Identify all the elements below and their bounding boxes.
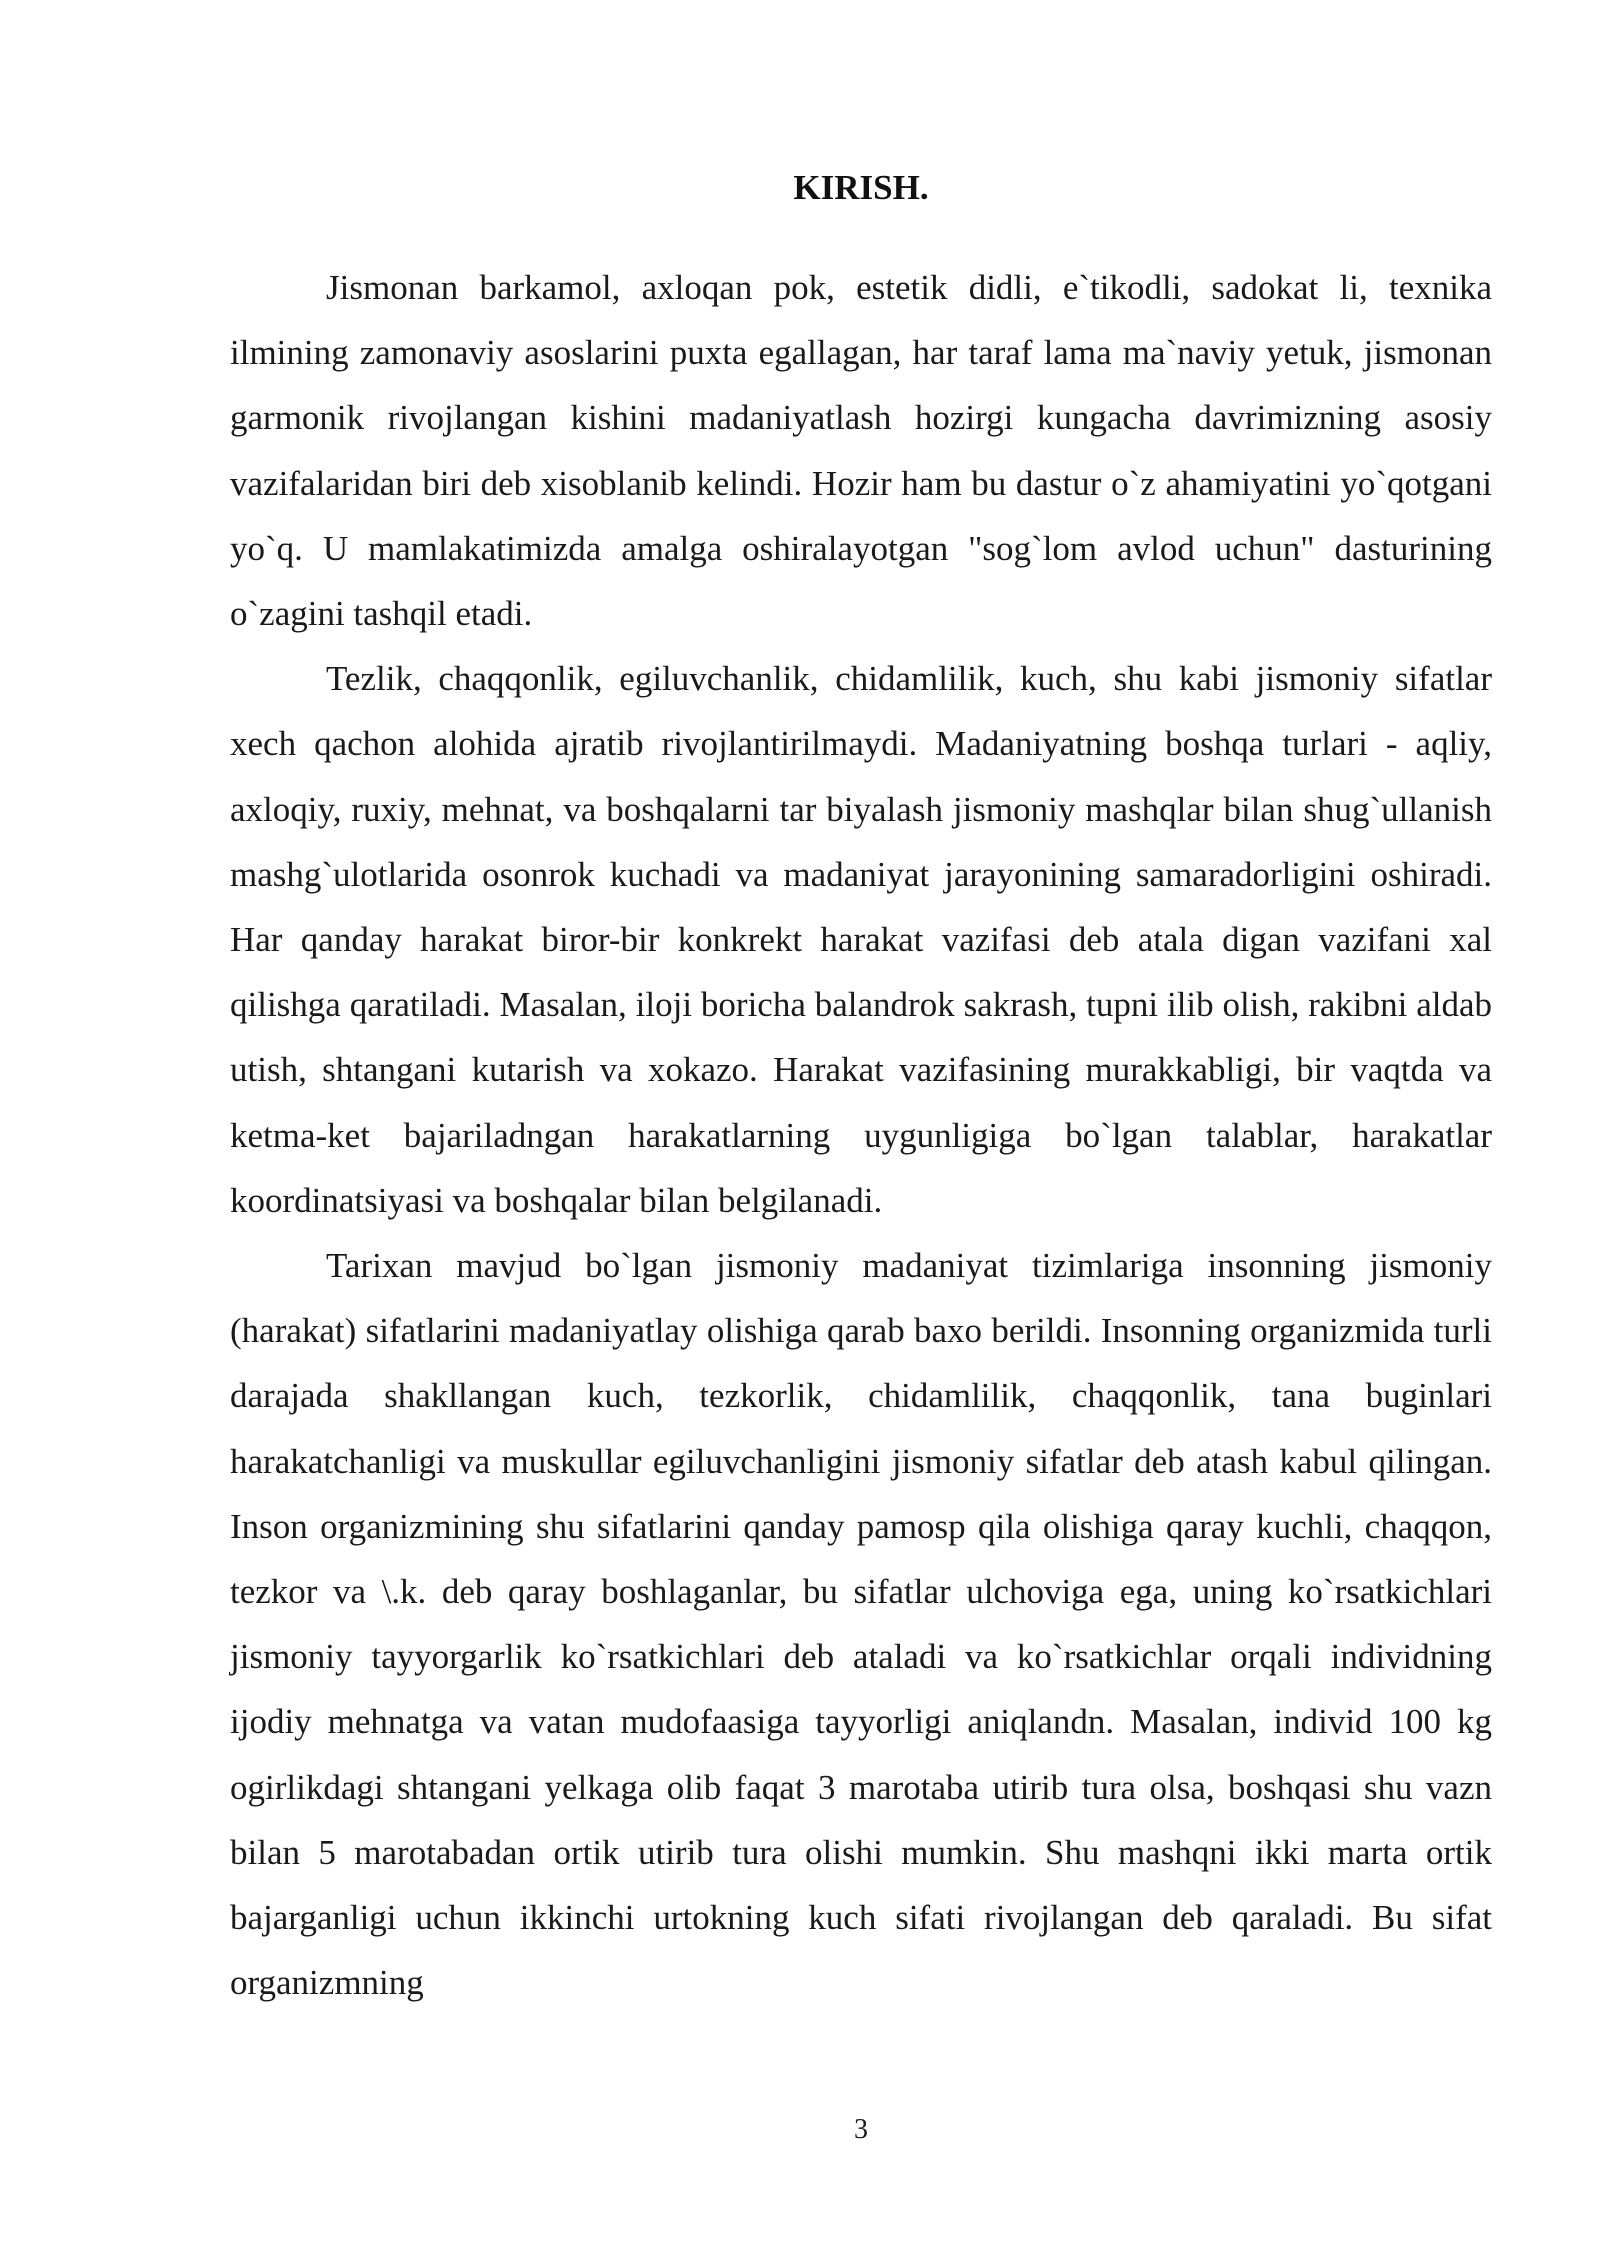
- paragraph-1: Jismonan barkamol, axloqan pok, estetik didli, e`tikodli, sadokat li, texnika ilmining zamonaviy asoslarini puxta egallagan, har taraf lama ma`naviy yetuk, jismonan garmonik rivojlangan kishini madaniyatlash hozirgi kungacha davrimizning asosiy vazifalaridan biri deb xisoblanib kelindi. Hozir ham bu dastur o`z ahamiyatini yo`qotgani yo`q. U mamlakatimizda amalga oshiralayotgan "sog`lom avlod uchun" dasturining o`zagini tashqil etadi.: [230, 268, 1492, 634]
- body-text: [230, 255, 1492, 2015]
- page-title: KIRISH.: [793, 168, 929, 207]
- page-number: 3: [854, 2114, 868, 2145]
- paragraph-2: Tezlik, chaqqonlik, egiluvchanlik, chidamlilik, kuch, shu kabi jismoniy sifatlar xech qachon alohida ajratib rivojlantirilmaydi. Madaniyatning boshqa turlari - aqliy, axloqiy, ruxiy, mehnat, va boshqalarni tar biyalash jismoniy mashqlar bilan shug`ullanish mashg`ulotlarida osonrok kuchadi va madaniyat jarayonining samaradorligini oshiradi. Har qanday harakat biror-bir konkrekt harakat vazifasi deb atala digan vazifani xal qilishga qaratiladi. Masalan, iloji boricha balandrok sakrash, tupni ilib olish, rakibni aldab utish, shtangani kutarish va xokazo. Harakat vazifasining murakkabligi, bir vaqtda va ketma-ket bajariladngan harakatlarning uygunligiga bo`lgan talablar, harakatlar koordinatsiyasi va boshqalar bilan belgilanadi.: [230, 659, 1492, 1220]
- paragraph-3: Tarixan mavjud bo`lgan jismoniy madaniyat tizimlariga insonning jismoniy (harakat) sifatlarini madaniyatlay olishiga qarab baxo berildi. Insonning organizmida turli darajada shakllangan kuch, tezkorlik, chidamlilik, chaqqonlik, tana buginlari harakatchanligi va muskullar egiluvchanligini jismoniy sifatlar deb atash kabul qilingan. Inson organizmining shu sifatlarini qanday pamosp qila olishiga qaray kuchli, chaqqon, tezkor va \.k. deb qaray boshlaganlar, bu sifatlar ulchoviga ega, uning ko`rsatkichlari jismoniy tayyorgarlik ko`rsatkichlari deb ataladi va ko`rsatkichlar orqali individning ijodiy mehnatga va vatan mudofaasiga tayyorligi aniqlandn. Masalan, individ 100 kg ogirlikdagi shtangani yelkaga olib faqat 3 marotaba utirib tura olsa, boshqasi shu vazn bilan 5 marotabadan ortik utirib tura olishi mumkin. Shu mashqni ikki marta ortik bajarganligi uchun ikkinchi urtokning kuch sifati rivojlangan deb qaraladi. Bu sifat organizmning: [230, 1246, 1492, 2003]
